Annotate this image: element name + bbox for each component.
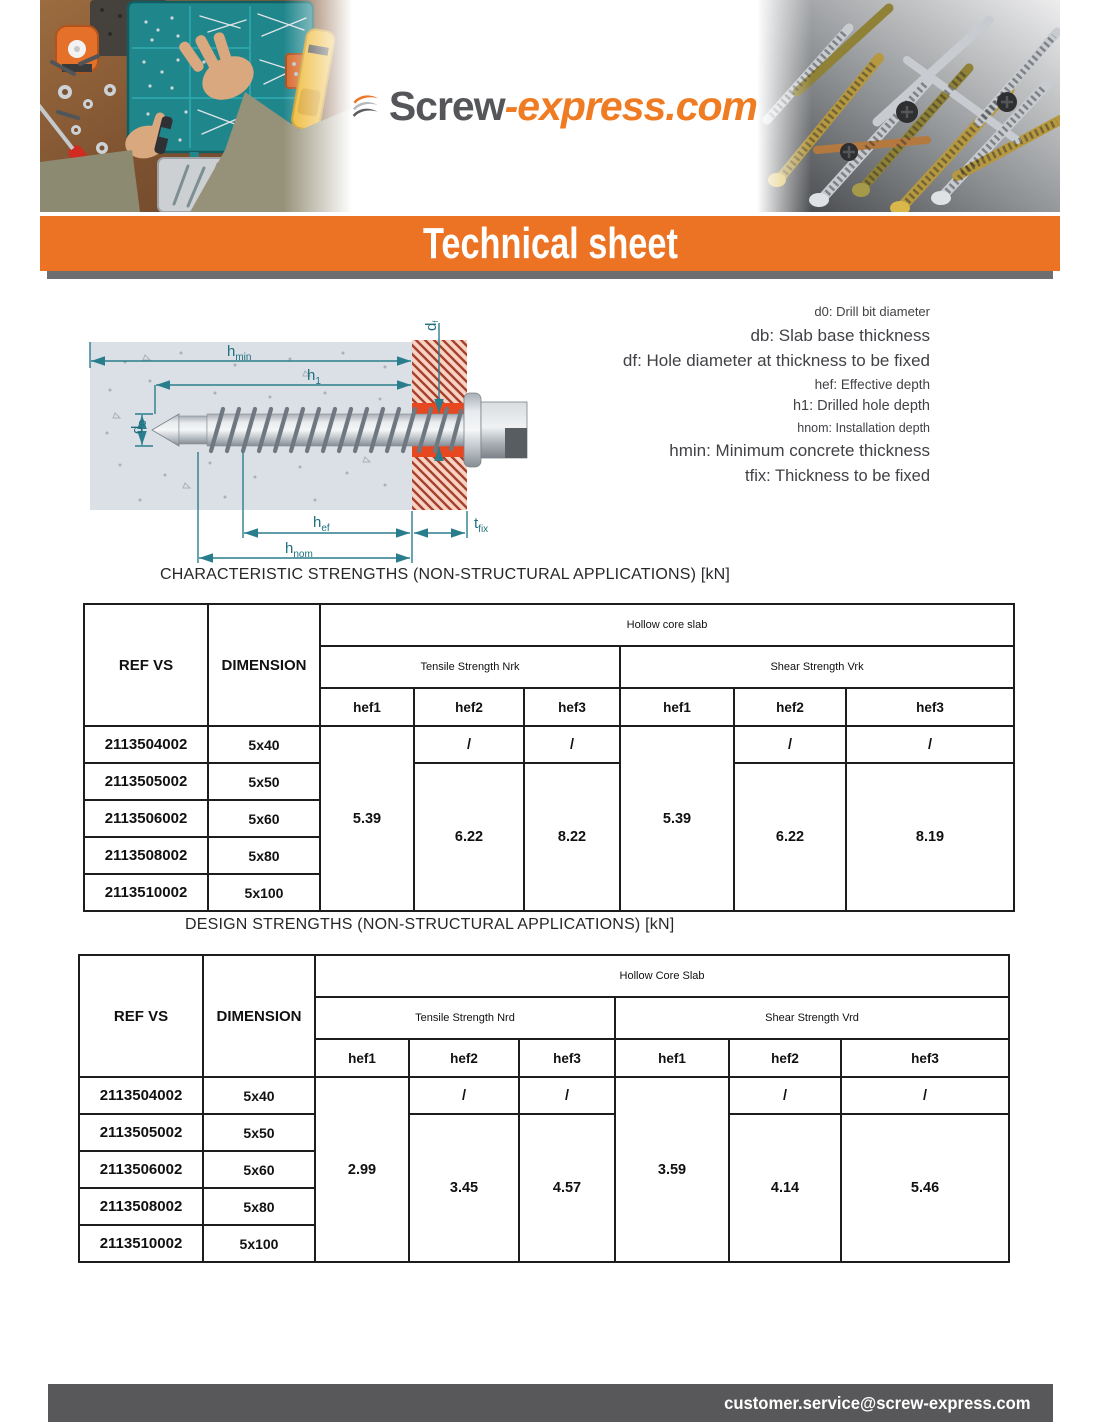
logo-wordmark bbox=[389, 83, 757, 130]
hef-header: hef3 bbox=[524, 688, 620, 726]
dimension-cell: 5x40 bbox=[208, 726, 320, 763]
value-cell: 8.19 bbox=[846, 763, 1014, 911]
value-cell: 8.22 bbox=[524, 763, 620, 911]
hef-header: hef1 bbox=[320, 688, 414, 726]
value-cell: / bbox=[841, 1077, 1009, 1114]
workbench-photo-illustration bbox=[40, 0, 352, 212]
value-cell: / bbox=[846, 726, 1014, 763]
design-strengths-table bbox=[78, 954, 1010, 1263]
value-cell: 5.39 bbox=[320, 726, 414, 911]
dimension-cell: 5x80 bbox=[208, 837, 320, 874]
hef-header: hef1 bbox=[315, 1039, 409, 1077]
shear-strength-header: Shear Strength Vrk bbox=[620, 646, 1014, 688]
legend-line-h1: h1: Drilled hole depth bbox=[792, 398, 930, 415]
dim-label-df: df bbox=[423, 320, 440, 331]
logo-word-screw: Screw bbox=[388, 82, 505, 129]
characteristic-strengths-table bbox=[83, 603, 1015, 912]
workbench-photo bbox=[40, 0, 352, 212]
footer-bar bbox=[48, 1384, 1053, 1422]
dimension-cell: 5x100 bbox=[208, 874, 320, 911]
technical-sheet-banner bbox=[40, 216, 1060, 271]
value-cell: 3.59 bbox=[615, 1077, 729, 1262]
hef-header: hef2 bbox=[734, 688, 846, 726]
logo bbox=[352, 0, 757, 212]
ref-cell: 2113505002 bbox=[79, 1114, 203, 1151]
dimension-legend bbox=[430, 304, 930, 491]
customer-service-email: customer.service@screw-express.com bbox=[724, 1392, 1031, 1413]
dim-label-h1: $h_1$ bbox=[307, 367, 321, 387]
table-row bbox=[84, 763, 1014, 800]
dimension-cell: 5x80 bbox=[203, 1188, 315, 1225]
characteristic-strengths-title: CHARACTERISTIC STRENGTHS (NON-STRUCTURAL APPLICATIONS) [kN] bbox=[160, 566, 731, 583]
ref-cell: 2113510002 bbox=[84, 874, 208, 911]
logo-word-express: -express.com bbox=[504, 82, 757, 129]
ref-cell: 2113504002 bbox=[84, 726, 208, 763]
legend-line-d0: d0: Drill bit diameter bbox=[814, 304, 930, 319]
screws-photo-illustration bbox=[757, 0, 1060, 212]
dimension-cell: 5x50 bbox=[203, 1114, 315, 1151]
dimension-cell: 5x50 bbox=[208, 763, 320, 800]
ref-cell: 2113505002 bbox=[84, 763, 208, 800]
dim-label-tfix: $t_{fix}$ bbox=[474, 515, 489, 535]
table-row bbox=[79, 1114, 1009, 1151]
dimension-header: DIMENSION bbox=[203, 955, 315, 1077]
legend-line-hmin: hmin: Minimum concrete thickness bbox=[669, 440, 930, 460]
ref-vs-header: REF VS bbox=[84, 604, 208, 726]
hef-header: hef1 bbox=[615, 1039, 729, 1077]
ref-cell: 2113508002 bbox=[84, 837, 208, 874]
legend-line-db: db: Slab base thickness bbox=[750, 325, 930, 345]
value-cell: / bbox=[729, 1077, 841, 1114]
value-cell: / bbox=[524, 726, 620, 763]
value-cell: / bbox=[734, 726, 846, 763]
banner-title: Technical sheet bbox=[422, 218, 678, 268]
legend-line-df: df: Hole diameter at thickness to be fixed bbox=[622, 351, 930, 371]
dimension-header: DIMENSION bbox=[208, 604, 320, 726]
ref-cell: 2113506002 bbox=[79, 1151, 203, 1188]
legend-line-tfix: tfix: Thickness to be fixed bbox=[745, 466, 930, 485]
hef-header: hef2 bbox=[414, 688, 524, 726]
ref-cell: 2113508002 bbox=[79, 1188, 203, 1225]
dimension-cell: 5x100 bbox=[203, 1225, 315, 1262]
ref-vs-header: REF VS bbox=[79, 955, 203, 1077]
value-cell: 4.14 bbox=[729, 1114, 841, 1262]
dim-label-hnom: $h_{nom}$ bbox=[285, 540, 313, 560]
value-cell: 5.39 bbox=[620, 726, 734, 911]
ref-cell: 2113510002 bbox=[79, 1225, 203, 1262]
value-cell: / bbox=[519, 1077, 615, 1114]
value-cell: 4.57 bbox=[519, 1114, 615, 1262]
value-cell: 3.45 bbox=[409, 1114, 519, 1262]
tensile-strength-header: Tensile Strength Nrk bbox=[320, 646, 620, 688]
value-cell: 6.22 bbox=[734, 763, 846, 911]
legend-line-hef: hef: Effective depth bbox=[814, 377, 930, 393]
tensile-strength-header: Tensile Strength Nrd bbox=[315, 997, 615, 1039]
dimension-cell: 5x40 bbox=[203, 1077, 315, 1114]
hef-header: hef3 bbox=[519, 1039, 615, 1077]
screws-photo bbox=[757, 0, 1060, 212]
ref-cell: 2113504002 bbox=[79, 1077, 203, 1114]
dimension-cell: 5x60 bbox=[203, 1151, 315, 1188]
hollow-core-slab-header: Hollow core slab bbox=[320, 604, 1014, 646]
dim-label-hef: $h_{ef}$ bbox=[313, 514, 330, 534]
table-row bbox=[79, 1077, 1009, 1114]
hef-header: hef3 bbox=[846, 688, 1014, 726]
design-strengths-title: DESIGN STRENGTHS (NON-STRUCTURAL APPLICATIONS) [kN] bbox=[185, 916, 675, 933]
logo-swoosh-icon bbox=[352, 73, 381, 139]
ref-cell: 2113506002 bbox=[84, 800, 208, 837]
dim-label-hmin: $h_{min}$ bbox=[227, 343, 252, 363]
value-cell: 6.22 bbox=[414, 763, 524, 911]
hef-header: hef1 bbox=[620, 688, 734, 726]
value-cell: / bbox=[409, 1077, 519, 1114]
dim-label-d0: $d_0$ bbox=[129, 420, 149, 434]
hef-header: hef3 bbox=[841, 1039, 1009, 1077]
value-cell: / bbox=[414, 726, 524, 763]
shear-strength-header: Shear Strength Vrd bbox=[615, 997, 1009, 1039]
legend-line-hnom: hnom: Installation depth bbox=[797, 420, 930, 435]
table-row bbox=[84, 726, 1014, 763]
hef-header: hef2 bbox=[409, 1039, 519, 1077]
banner-divider bbox=[47, 271, 1053, 279]
hef-header: hef2 bbox=[729, 1039, 841, 1077]
value-cell: 2.99 bbox=[315, 1077, 409, 1262]
value-cell: 5.46 bbox=[841, 1114, 1009, 1262]
hollow-core-slab-header: Hollow Core Slab bbox=[315, 955, 1009, 997]
dimension-cell: 5x60 bbox=[208, 800, 320, 837]
